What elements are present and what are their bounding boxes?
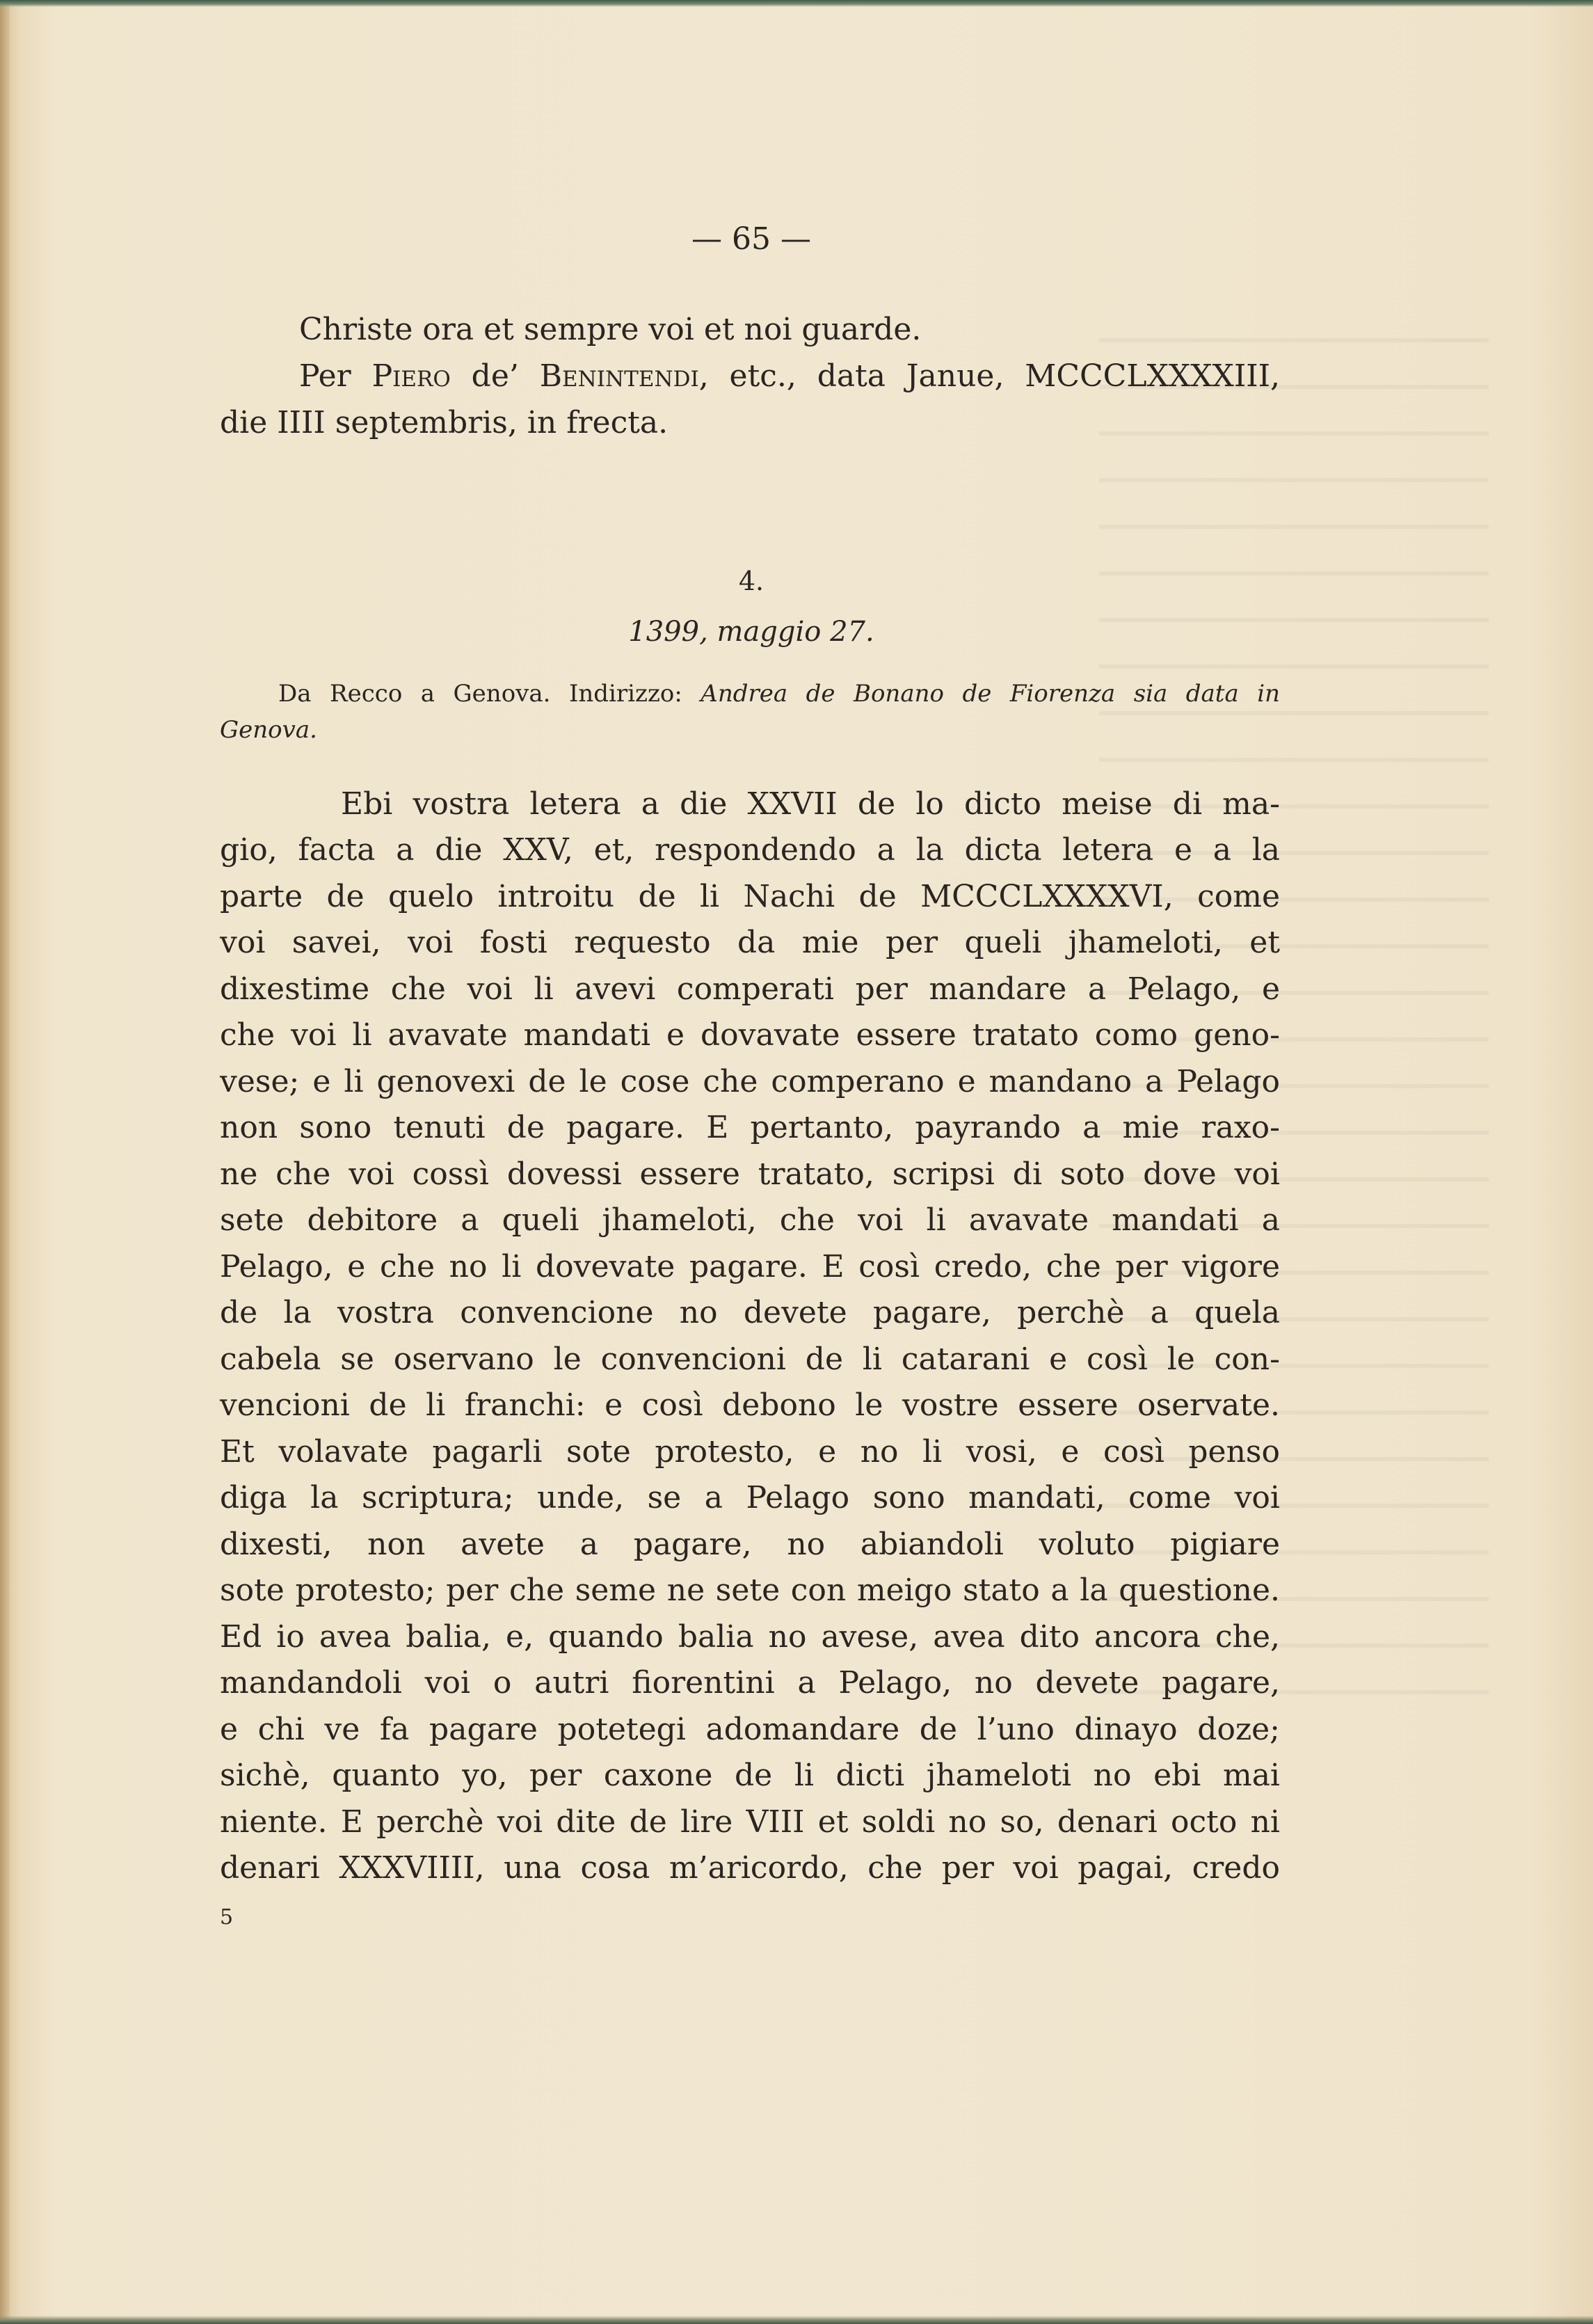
body-line-14: vencioni de li franchi: e così debono le vostre essere oservate.	[220, 1387, 1280, 1423]
date-line: die IIII septembris, in frecta.	[220, 405, 669, 440]
sender-line	[299, 358, 1280, 394]
closing-line: Christe ora et sempre voi et noi guarde.	[299, 312, 922, 347]
top-page-edge	[0, 0, 1593, 7]
heading-address: Andrea de Bonano de Fiorenza sia data in	[701, 680, 1280, 708]
body-line-17: dixesti, non avete a pagare, no abiandoli voluto pigiare	[220, 1527, 1280, 1562]
body-line-8: non sono tenuti de pagare. E pertanto, payrando a mie raxo-	[220, 1110, 1280, 1145]
body-line-16: diga la scriptura; unde, se a Pelago sono mandati, come voi	[220, 1480, 1280, 1515]
body-line-12: de la vostra convencione no devete pagare, perchè a quela	[220, 1295, 1280, 1330]
sender-surname: Benintendi	[539, 358, 699, 394]
body-line-21: e chi ve fa pagare potetegi adomandare de l’uno dinayo doze;	[220, 1712, 1280, 1747]
page-gutter	[0, 0, 10, 2324]
bottom-page-edge	[0, 2316, 1593, 2324]
sender-first-name: Piero	[371, 358, 451, 394]
body-line-18: sote protesto; per che seme ne sete con meigo stato a la questione.	[220, 1573, 1280, 1608]
body-line-5: dixestime che voi li avevi comperati per mandare a Pelago, e	[220, 971, 1280, 1007]
page-number: — 65 —	[691, 221, 811, 257]
heading-route: Da Recco a Genova. Indirizzo:	[278, 680, 701, 708]
heading-address-end: Genova.	[220, 716, 317, 744]
signature-mark: 5	[220, 1905, 234, 1929]
body-line-7: vese; e li genovexi de le cose che comperano e mandano a Pelago	[220, 1064, 1280, 1099]
body-line-2: gio, facta a die XXV, et, respondendo a la dicta letera e a la	[220, 832, 1280, 868]
sender-particle: de’	[450, 358, 540, 394]
letter-number: 4.	[738, 566, 765, 596]
body-line-24: denari XXXVIIII, una cosa m’aricordo, che per voi pagai, credo	[220, 1850, 1280, 1886]
body-line-6: che voi li avavate mandati e dovavate essere tratato como geno-	[220, 1017, 1280, 1053]
body-line-9: ne che voi cossì dovessi essere tratato, scripsi di soto dove voi	[220, 1156, 1280, 1192]
body-line-23: niente. E perchè voi dite de lire VIII et soldi no so, denari octo ni	[220, 1804, 1280, 1840]
body-line-4: voi savei, voi fosti requesto da mie per queli jhameloti, et	[220, 925, 1280, 960]
body-line-22: sichè, quanto yo, per caxone de li dicti jhameloti no ebi mai	[220, 1758, 1280, 1793]
sender-date: , etc., data Janue, MCCCLXXXXIII,	[698, 358, 1280, 394]
body-line-15: Et volavate pagarli sote protesto, e no li vosi, e così penso	[220, 1434, 1280, 1470]
body-line-11: Pelago, e che no li dovevate pagare. E così credo, che per vigore	[220, 1249, 1280, 1284]
body-line-13: cabela se oservano le convencioni de li catarani e così le con-	[220, 1342, 1280, 1377]
sender-prefix: Per	[299, 358, 372, 394]
letter-date: 1399, maggio 27.	[628, 616, 874, 648]
body-line-10: sete debitore a queli jhameloti, che voi li avavate mandati a	[220, 1202, 1280, 1238]
body-line-1: Ebi vostra letera a die XXVII de lo dicto meise di ma-	[341, 786, 1280, 822]
body-line-20: mandandoli voi o autri fiorentini a Pelago, no devete pagare,	[220, 1665, 1280, 1701]
body-line-19: Ed io avea balia, e, quando balia no avese, avea dito ancora che,	[220, 1619, 1280, 1655]
body-line-3: parte de quelo introitu de li Nachi de MCCCLXXXXVI, come	[220, 879, 1280, 914]
letter-heading	[278, 682, 1280, 706]
